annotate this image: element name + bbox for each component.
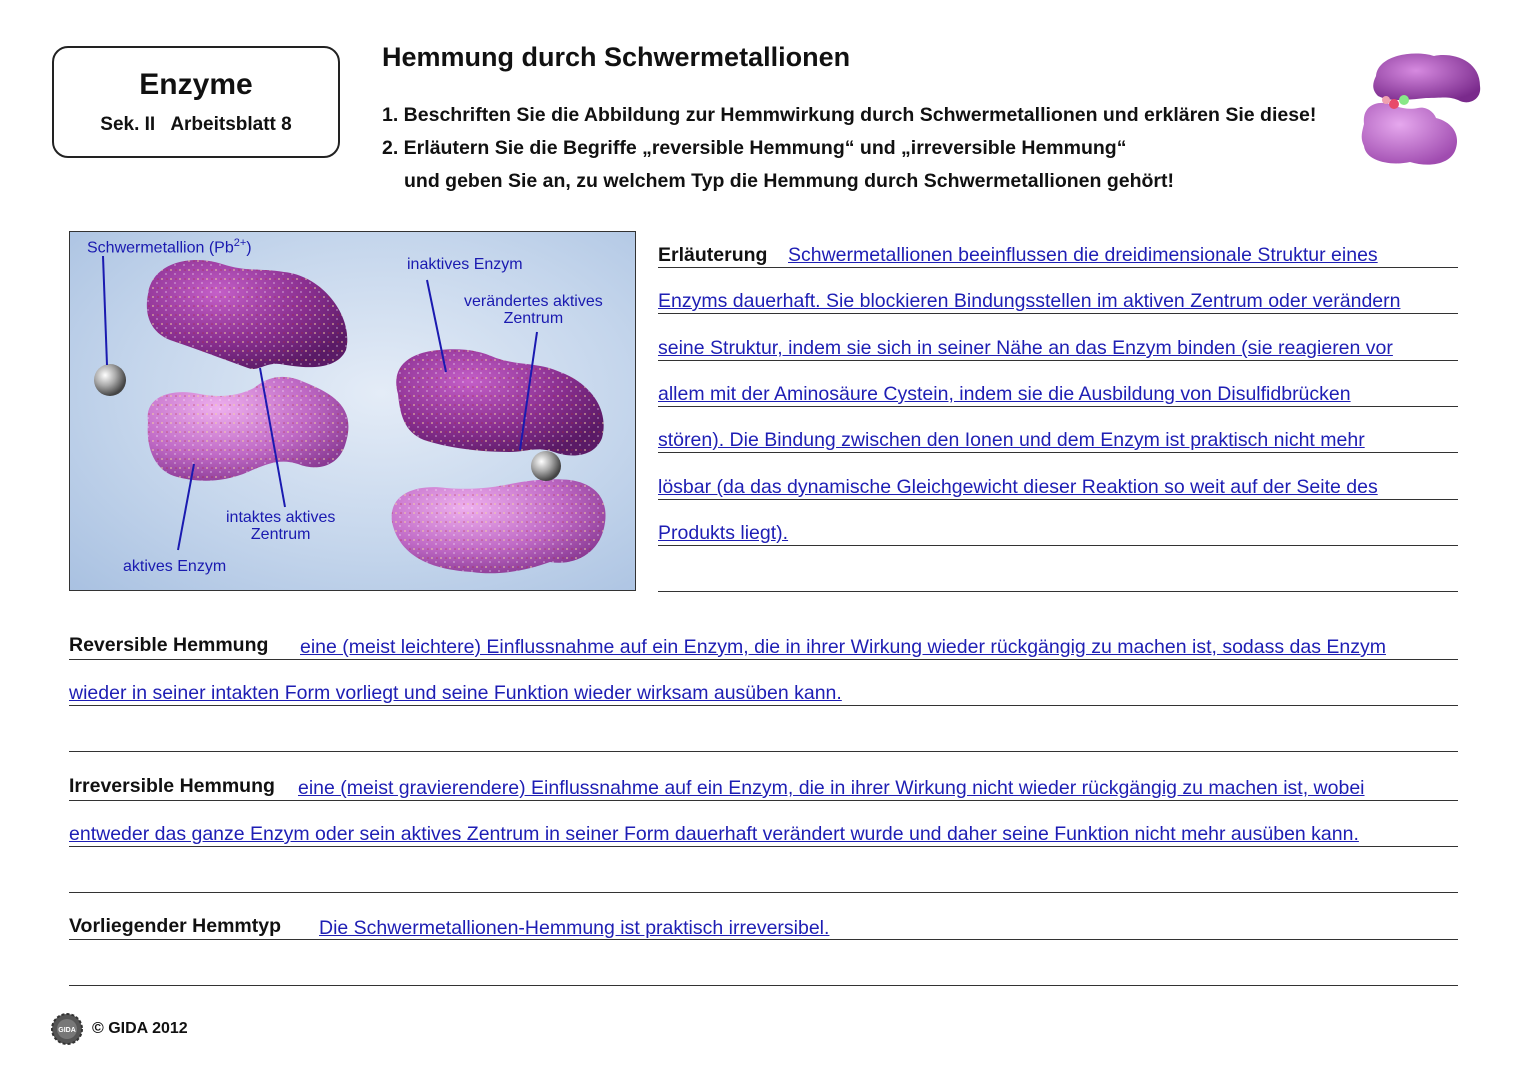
explanation-line-7: Produkts liegt). [658,522,789,544]
active-enzyme-shape [147,260,349,481]
explanation-line-4: allem mit der Aminosäure Cystein, indem sie die Ausbildung von Disulfidbrücken [658,383,1351,405]
writing-line [69,846,1458,847]
writing-line [658,452,1458,453]
writing-line [69,659,1458,660]
writing-line [658,499,1458,500]
explanation-line-6: lösbar (da das dynamische Gleichgewicht dieser Reaktion so weit auf der Seite des [658,476,1378,498]
free-ion-ball [94,364,126,396]
writing-line [658,591,1458,592]
reversible-label: Reversible Hemmung [69,634,269,656]
inhibition-type-answer: Die Schwermetallionen-Hemmung ist praktisch irreversibel. [319,917,830,939]
gida-logo-icon [50,1012,84,1046]
writing-line [69,800,1458,801]
writing-line [69,939,1458,940]
writing-line [69,892,1458,893]
irreversible-line-1: eine (meist gravierendere) Einflussnahme auf ein Enzym, die in ihrer Wirkung nicht wieder rückgängig zu machen ist, wobei [298,777,1365,799]
inactive-enzyme-shape [392,349,606,573]
enzyme-figure [69,231,636,591]
footer [50,1012,188,1046]
writing-line [658,406,1458,407]
explanation-line-2: Enzyms dauerhaft. Sie blockieren Bindungsstellen im aktiven Zentrum oder verändern [658,290,1401,312]
page-heading: Hemmung durch Schwermetallionen [382,42,851,72]
irreversible-label: Irreversible Hemmung [69,775,275,797]
bound-ion-ball [531,451,561,481]
label-active-enzyme: aktives Enzym [123,558,227,575]
task-2-continued: und geben Sie an, zu welchem Typ die Hemmung durch Schwermetallionen gehört! [404,170,1175,192]
writing-line [658,267,1458,268]
explanation-line-3: seine Struktur, indem sie sich in seiner Nähe an das Enzym binden (sie reagieren vor [658,337,1393,359]
svg-text:GIDA: GIDA [58,1027,76,1034]
label-inactive-enzyme: inaktives Enzym [407,256,523,273]
explanation-line-1: Schwermetallionen beeinflussen die dreidimensionale Struktur eines [788,244,1378,266]
enzyme-decoration-image [1356,48,1484,175]
label-intact-active-site: intaktes aktives Zentrum [226,509,336,543]
title-box [52,46,340,158]
label-heavy-metal-ion: Schwermetallion $(Pb^{2+})$ [87,237,252,257]
task-2: 2. Erläutern Sie die Begriffe „reversible Hemmung“ und „irreversible Hemmung“ [382,137,1127,159]
task-1: 1. Beschriften Sie die Abbildung zur Hemmwirkung durch Schwermetallionen und erklären Sie diese! [382,104,1317,126]
irreversible-line-2: entweder das ganze Enzym oder sein aktives Zentrum in seiner Form dauerhaft verändert wurde und daher seine Funktion nicht mehr ausüben kann. [69,823,1359,845]
label-changed-active-site: verändertes aktives Zentrum [464,293,603,327]
copyright-text: © GIDA 2012 [92,1020,188,1037]
writing-line [69,985,1458,986]
inhibition-type-label: Vorliegender Hemmtyp [69,915,282,937]
explanation-line-5: stören). Die Bindung zwischen den Ionen und dem Enzym ist praktisch nicht mehr [658,429,1365,451]
reversible-line-1: eine (meist leichtere) Einflussnahme auf ein Enzym, die in ihrer Wirkung wieder rückgängig zu machen ist, sodass das Enzym [300,636,1386,658]
worksheet-title: Enzyme [139,68,253,101]
reversible-line-2: wieder in seiner intakten Form vorliegt und seine Funktion wieder wirksam ausüben kann. [69,682,842,704]
writing-line [69,705,1458,706]
writing-line [658,545,1458,546]
explanation-label: Erläuterung [658,244,768,266]
worksheet-number: Sek. II Arbeitsblatt 8 [100,114,292,135]
writing-line [658,360,1458,361]
writing-line [658,313,1458,314]
writing-line [69,751,1458,752]
